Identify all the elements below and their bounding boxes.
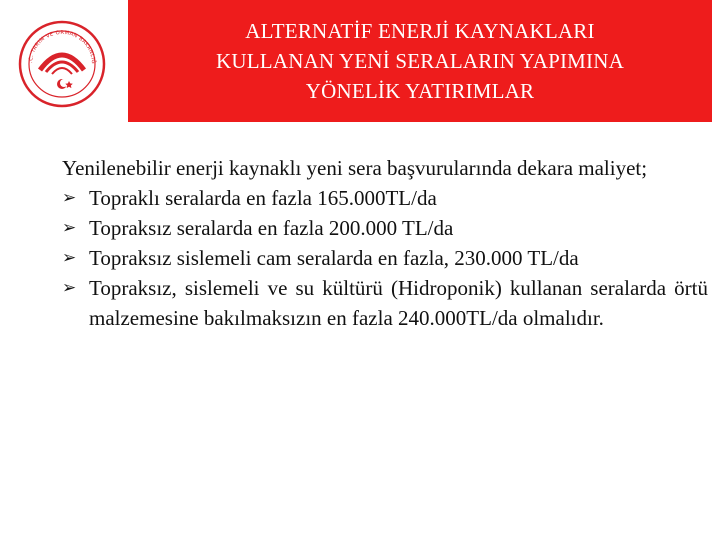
list-item [62,273,708,333]
cost-list [62,183,708,333]
header-title-line: ALTERNATİF ENERJİ KAYNAKLARI [245,19,595,43]
logo-panel [0,0,128,122]
header-title-line: KULLANAN YENİ SERALARIN YAPIMINA [216,49,624,73]
list-item-text: Topraklı seralarda en fazla 165.000TL/da [89,186,437,210]
header-title-line: YÖNELİK YATIRIMLAR [305,79,535,103]
intro-text: Yenilenebilir enerji kaynaklı yeni sera başvurularında dekara maliyet; [62,156,648,180]
ministry-seal-icon [18,20,106,108]
list-item-text: Topraksız seralarda en fazla 200.000 TL/da [89,216,454,240]
slide-body [62,153,708,333]
arrow-bullet-icon: ➢ [62,278,77,298]
list-item [62,213,708,243]
slide-header [128,0,712,122]
list-item [62,243,708,273]
arrow-bullet-icon: ➢ [62,248,77,268]
arrow-bullet-icon: ➢ [62,188,77,208]
header-edge [712,0,720,122]
seal-ring-text: .C. TARIM VE ORMAN BAKANLIĞ [28,29,97,65]
list-item [62,183,708,213]
list-item-text: Topraksız, sislemeli ve su kültürü (Hidroponik) kullanan seralarda örtü malzemesine bakılmaksızın en fazla 240.000TL/da olmalıdır. [89,276,708,330]
arrow-bullet-icon: ➢ [62,218,77,238]
list-item-text: Topraksız sislemeli cam seralarda en fazla, 230.000 TL/da [89,246,579,270]
